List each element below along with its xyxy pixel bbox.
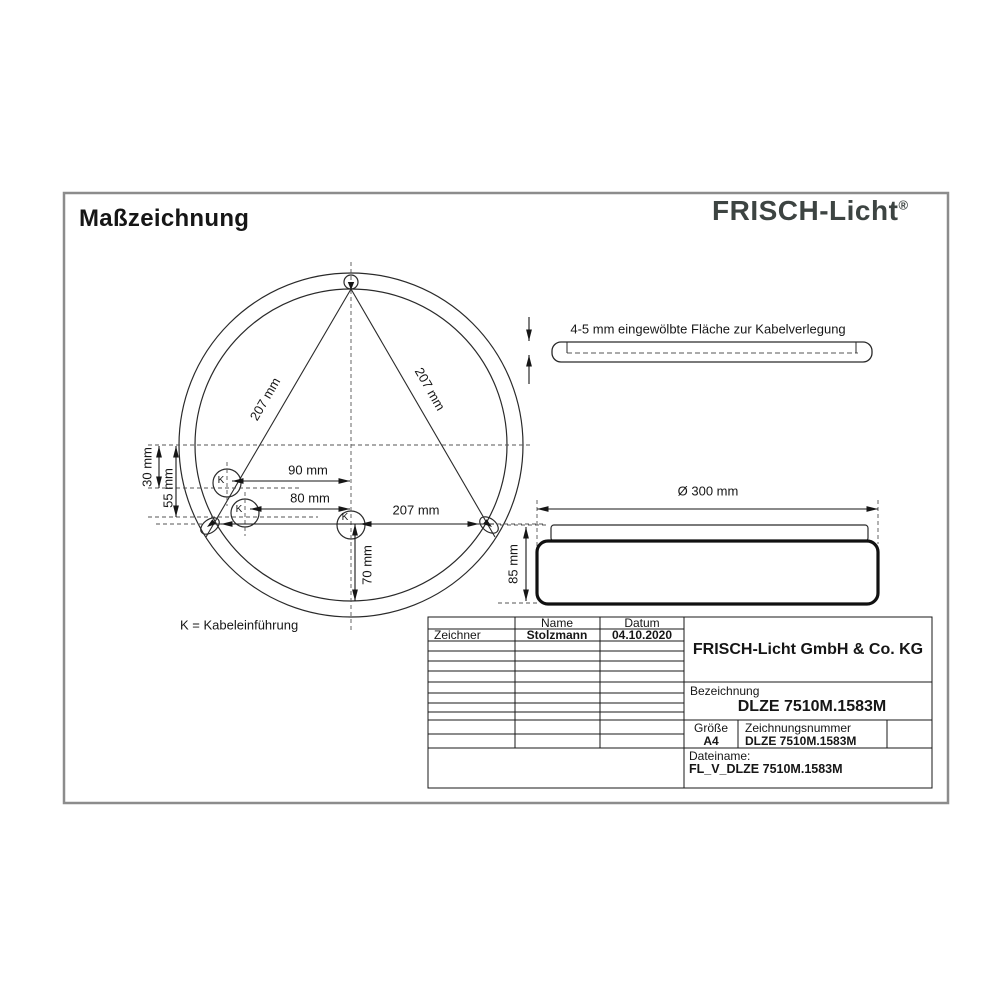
logo-text: FRISCH-Licht xyxy=(712,195,899,226)
luminaire-side-view xyxy=(537,525,878,604)
bezeichnung-label: Bezeichnung xyxy=(690,684,760,698)
dim-label-70: 70 mm xyxy=(359,545,375,585)
dim-label-80: 80 mm xyxy=(290,490,330,506)
dim-label-207-right: 207 mm xyxy=(411,364,449,414)
registered-mark: ® xyxy=(898,197,909,213)
dateiname-value: FL_V_DLZE 7510M.1583M xyxy=(689,761,843,776)
cable-entry-2-label: K xyxy=(235,504,243,515)
titleblock-datum-header: Datum xyxy=(624,616,660,630)
titleblock-zeichner-name: Stolzmann xyxy=(526,628,588,642)
page-title: Maßzeichnung xyxy=(79,205,250,232)
cable-entry-1-label: K xyxy=(217,475,225,486)
cable-entry-3-label: K xyxy=(341,512,349,523)
titleblock-zeichner-label: Zeichner xyxy=(434,628,481,642)
dim-label-30: 30 mm xyxy=(139,447,155,487)
k-legend: K = Kabeleinführung xyxy=(180,617,299,633)
cable-routing-side-view xyxy=(552,342,872,362)
dim-label-diameter: Ø 300 mm xyxy=(677,483,739,499)
bezeichnung-value: DLZE 7510M.1583M xyxy=(737,698,887,715)
groesse-label: Größe xyxy=(693,721,729,735)
dim-label-85: 85 mm xyxy=(505,544,521,584)
mounting-plate-profile xyxy=(551,525,868,541)
vertex-arrows xyxy=(205,282,494,529)
dim-label-207-bottom: 207 mm xyxy=(392,502,440,518)
groesse-value: A4 xyxy=(703,734,719,748)
zeichnungsnummer-value: DLZE 7510M.1583M xyxy=(745,734,857,748)
dim-label-55: 55 mm xyxy=(160,468,176,508)
titleblock-zeichner-datum: 04.10.2020 xyxy=(611,628,673,642)
titleblock-company: FRISCH-Licht GmbH & Co. KG xyxy=(692,641,924,658)
cable-note: 4-5 mm eingewölbte Fläche zur Kabelverlegung xyxy=(570,321,846,337)
dim-label-90: 90 mm xyxy=(288,462,328,478)
zeichnungsnummer-label: Zeichnungsnummer xyxy=(745,721,852,735)
titleblock-name-header: Name xyxy=(540,616,574,630)
company-logo xyxy=(712,197,909,225)
dim-label-207-left: 207 mm xyxy=(246,374,284,424)
mount-slot-left xyxy=(198,514,223,537)
dateiname-label: Dateiname: xyxy=(689,749,751,763)
diffuser-body-profile xyxy=(537,541,878,604)
